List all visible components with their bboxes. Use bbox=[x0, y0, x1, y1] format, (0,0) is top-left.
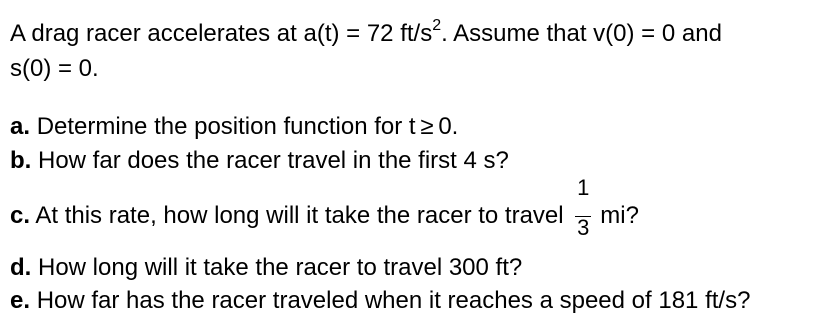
question-b bbox=[10, 147, 509, 175]
question-label: e. bbox=[10, 287, 31, 314]
question-c bbox=[10, 175, 639, 240]
question-label: c. bbox=[10, 202, 31, 229]
question-text: How long will it take the racer to travel 300 ft? bbox=[38, 254, 523, 281]
question-d bbox=[10, 254, 522, 282]
fraction-denominator: 3 bbox=[577, 215, 590, 240]
question-label: d. bbox=[10, 254, 32, 281]
intro-line-2 bbox=[10, 55, 99, 83]
question-text: At this rate, how long will it take the racer to travel bbox=[35, 202, 564, 229]
question-label: a. bbox=[10, 113, 31, 140]
fraction-numerator: 1 bbox=[577, 175, 590, 200]
question-e bbox=[10, 287, 750, 315]
intro-text-2: . Assume that v(0) = 0 and bbox=[441, 20, 722, 47]
question-text: How far does the racer travel in the first 4 s? bbox=[38, 147, 509, 174]
fraction bbox=[574, 175, 592, 240]
question-text: How far has the racer traveled when it reaches a speed of 181 ft/s? bbox=[36, 287, 751, 314]
question-text-suffix: mi? bbox=[600, 202, 639, 229]
intro-text-1: A drag racer accelerates at a(t) = 72 ft/s bbox=[10, 20, 433, 47]
question-label: b. bbox=[10, 147, 32, 174]
intro-line-1 bbox=[10, 17, 722, 51]
exponent: 2 bbox=[432, 17, 442, 34]
question-text: Determine the position function for t ≥ 0. bbox=[36, 113, 459, 140]
intro-text-3: s(0) = 0. bbox=[10, 55, 99, 82]
question-a bbox=[10, 113, 458, 141]
